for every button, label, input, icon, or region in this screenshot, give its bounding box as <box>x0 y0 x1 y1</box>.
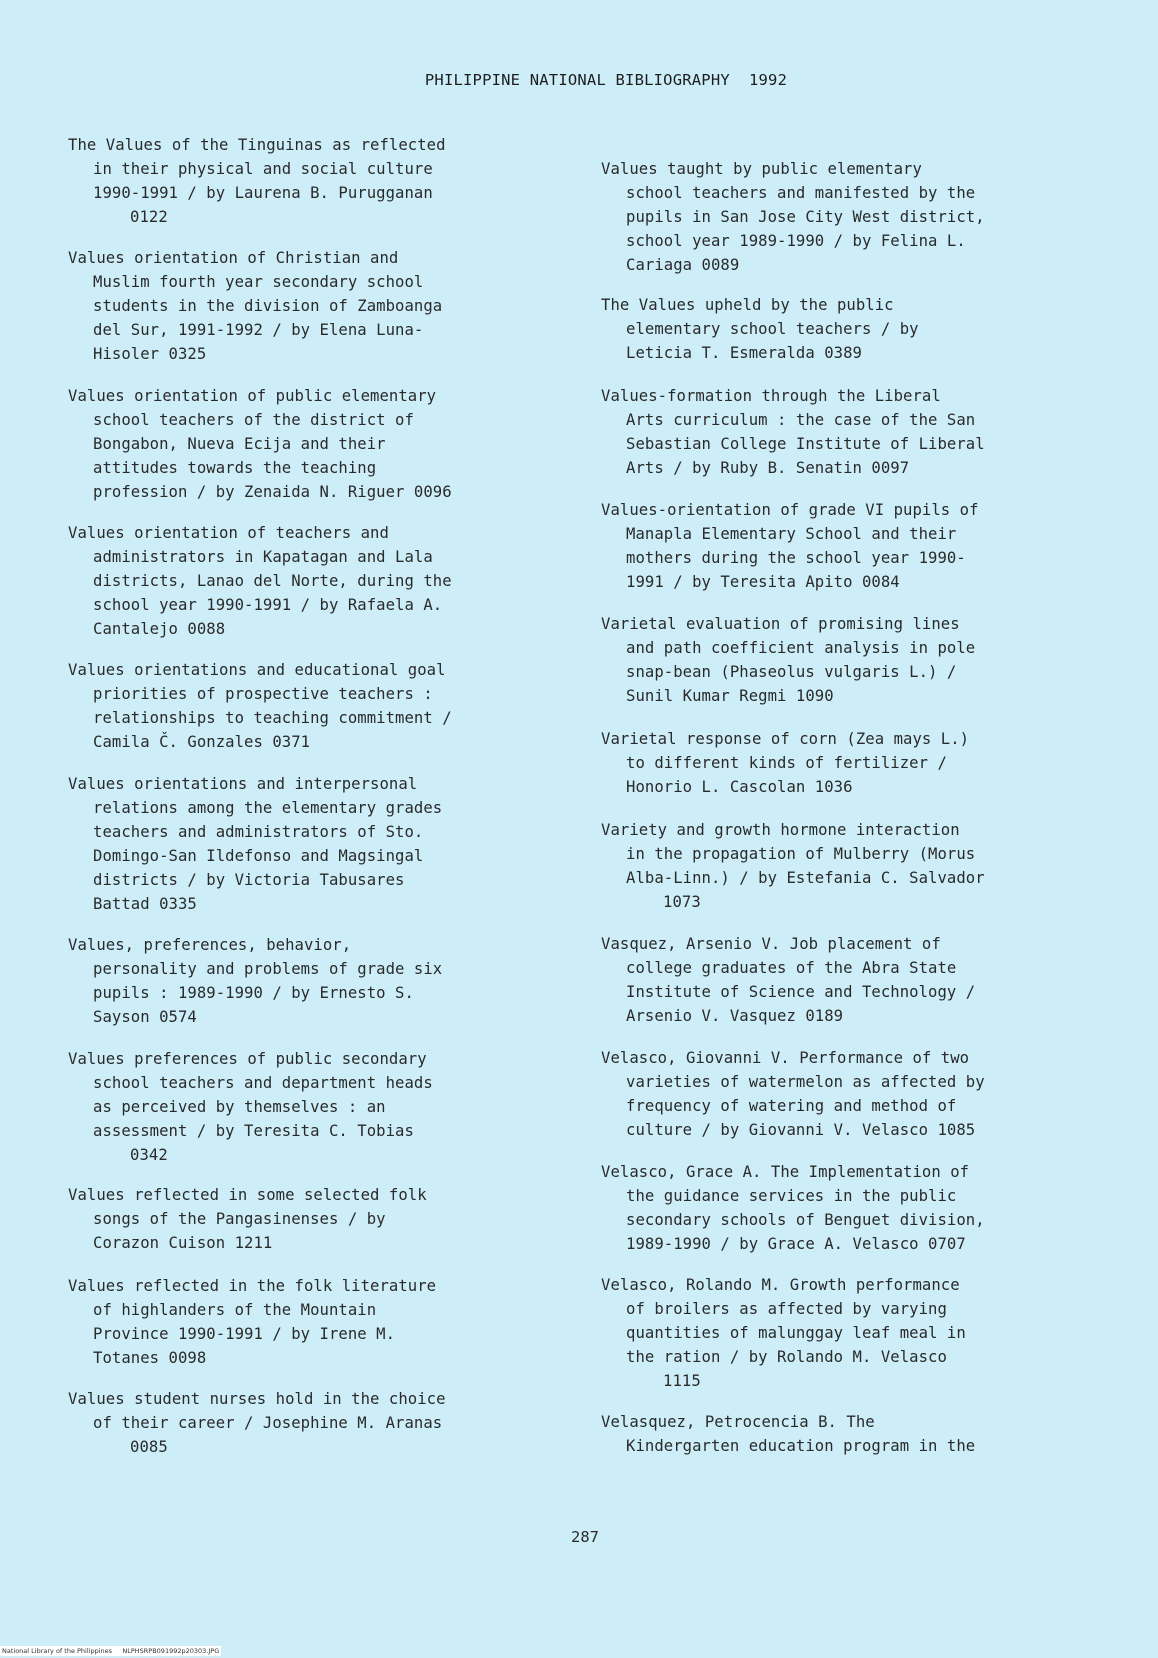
entry-line: of highlanders of the Mountain <box>93 1301 377 1319</box>
entry-line: Kindergarten education program in the <box>626 1437 976 1455</box>
entry-line: 1990-1991 / by Laurena B. Purugganan <box>93 184 433 202</box>
bibliography-entry <box>601 293 1111 365</box>
entry-line: Arts / by Ruby B. Senatin 0097 <box>626 459 910 477</box>
entry-line: Variety and growth hormone interaction <box>601 821 960 839</box>
entry-line: the guidance services in the public <box>626 1187 957 1205</box>
bibliography-entry <box>68 133 578 229</box>
entry-line: Sayson 0574 <box>93 1008 197 1026</box>
entry-line: Corazon Cuison 1211 <box>93 1234 273 1252</box>
entry-line: school year 1989-1990 / by Felina L. <box>626 232 966 250</box>
bibliography-entry <box>68 772 578 916</box>
bibliography-entry <box>68 933 578 1029</box>
entry-line: Cariaga 0089 <box>626 256 740 274</box>
entry-line: profession / by Zenaida N. Riguer 0096 <box>93 483 452 501</box>
entry-line: 1989-1990 / by Grace A. Velasco 0707 <box>626 1235 966 1253</box>
entry-line: Varietal response of corn (Zea mays L.) <box>601 730 970 748</box>
entry-line: of their career / Josephine M. Aranas <box>93 1414 443 1432</box>
entry-line: in their physical and social culture <box>93 160 433 178</box>
entry-line: districts / by Victoria Tabusares <box>93 871 405 889</box>
entry-line: The Values upheld by the public <box>601 296 894 314</box>
entry-line: administrators in Kapatagan and Lala <box>93 548 433 566</box>
entry-line: Values orientations and interpersonal <box>68 775 418 793</box>
entry-line: elementary school teachers / by <box>626 320 919 338</box>
bibliography-entry <box>68 1274 578 1370</box>
entry-line: 0085 <box>130 1438 168 1456</box>
entry-line: Values reflected in some selected folk <box>68 1186 427 1204</box>
entry-line: Muslim fourth year secondary school <box>93 273 424 291</box>
bibliography-entry <box>601 498 1111 594</box>
entry-line: Alba-Linn.) / by Estefania C. Salvador <box>626 869 985 887</box>
bibliography-entry <box>601 1160 1111 1256</box>
entry-line: Leticia T. Esmeralda 0389 <box>626 344 862 362</box>
page-header: PHILIPPINE NATIONAL BIBLIOGRAPHY 1992 <box>424 71 788 89</box>
entry-line: Arts curriculum : the case of the San <box>626 411 976 429</box>
entry-line: attitudes towards the teaching <box>93 459 377 477</box>
bibliography-entry <box>601 932 1111 1028</box>
entry-line: Velasco, Rolando M. Growth performance <box>601 1276 960 1294</box>
entry-line: assessment / by Teresita C. Tobias <box>93 1122 414 1140</box>
entry-line: relationships to teaching commitment / <box>93 709 452 727</box>
bibliography-entry <box>68 384 578 504</box>
entry-line: students in the division of Zamboanga <box>93 297 443 315</box>
entry-line: in the propagation of Mulberry (Morus <box>626 845 976 863</box>
entry-line: 1991 / by Teresita Apito 0084 <box>626 573 900 591</box>
entry-line: Velasco, Grace A. The Implementation of <box>601 1163 970 1181</box>
entry-line: Values taught by public elementary <box>601 160 922 178</box>
entry-line: Honorio L. Cascolan 1036 <box>626 778 853 796</box>
entry-line: Sunil Kumar Regmi 1090 <box>626 687 834 705</box>
entry-line: mothers during the school year 1990- <box>626 549 966 567</box>
entry-line: The Values of the Tinguinas as reflected <box>68 136 446 154</box>
entry-line: as perceived by themselves : an <box>93 1098 386 1116</box>
entry-line: snap-bean (Phaseolus vulgaris L.) / <box>626 663 957 681</box>
entry-line: Values, preferences, behavior, <box>68 936 352 954</box>
bibliography-entry <box>601 384 1111 480</box>
entry-line: Varietal evaluation of promising lines <box>601 615 960 633</box>
bibliography-entry <box>601 1046 1111 1142</box>
bibliography-entry <box>601 727 1111 799</box>
entry-line: varieties of watermelon as affected by <box>626 1073 985 1091</box>
entry-line: of broilers as affected by varying <box>626 1300 947 1318</box>
bibliography-entry <box>68 1047 578 1167</box>
scan-footer: National Library of the Philippines NLPHSRPB091992p20303.JPG <box>2 1647 220 1655</box>
bibliography-entry <box>68 1387 578 1459</box>
entry-line: Values orientation of public elementary <box>68 387 437 405</box>
entry-line: secondary schools of Benguet division, <box>626 1211 985 1229</box>
entry-line: Cantalejo 0088 <box>93 620 226 638</box>
entry-line: Values preferences of public secondary <box>68 1050 427 1068</box>
entry-line: Values student nurses hold in the choice <box>68 1390 446 1408</box>
entry-line: school year 1990-1991 / by Rafaela A. <box>93 596 443 614</box>
entry-line: teachers and administrators of Sto. <box>93 823 424 841</box>
entry-line: the ration / by Rolando M. Velasco <box>626 1348 947 1366</box>
entry-line: Manapla Elementary School and their <box>626 525 957 543</box>
entry-line: Domingo-San Ildefonso and Magsingal <box>93 847 424 865</box>
bibliography-entry <box>68 521 578 641</box>
entry-line: Values-formation through the Liberal <box>601 387 941 405</box>
bibliography-entry <box>601 1273 1111 1393</box>
entry-line: 1115 <box>663 1372 701 1390</box>
entry-line: Hisoler 0325 <box>93 345 207 363</box>
entry-line: Sebastian College Institute of Liberal <box>626 435 985 453</box>
entry-line: school teachers of the district of <box>93 411 414 429</box>
entry-line: Battad 0335 <box>93 895 197 913</box>
entry-line: Values reflected in the folk literature <box>68 1277 437 1295</box>
entry-line: songs of the Pangasinenses / by <box>93 1210 386 1228</box>
entry-line: culture / by Giovanni V. Velasco 1085 <box>626 1121 976 1139</box>
entry-line: quantities of malunggay leaf meal in <box>626 1324 966 1342</box>
entry-line: Velasquez, Petrocencia B. The <box>601 1413 875 1431</box>
entry-line: Values orientation of Christian and <box>68 249 399 267</box>
entry-line: personality and problems of grade six <box>93 960 443 978</box>
entry-line: Arsenio V. Vasquez 0189 <box>626 1007 844 1025</box>
bibliography-entry <box>68 246 578 366</box>
entry-line: Province 1990-1991 / by Irene M. <box>93 1325 396 1343</box>
bibliography-entry <box>601 157 1111 277</box>
entry-line: Institute of Science and Technology / <box>626 983 976 1001</box>
entry-line: college graduates of the Abra State <box>626 959 957 977</box>
bibliography-entry <box>601 1410 1111 1458</box>
bibliography-entry <box>68 1183 578 1255</box>
bibliography-entry <box>601 818 1111 914</box>
entry-line: and path coefficient analysis in pole <box>626 639 976 657</box>
entry-line: 0122 <box>130 208 168 226</box>
entry-line: Values-orientation of grade VI pupils of <box>601 501 979 519</box>
entry-line: pupils in San Jose City West district, <box>626 208 985 226</box>
entry-line: Bongabon, Nueva Ecija and their <box>93 435 386 453</box>
entry-line: Velasco, Giovanni V. Performance of two <box>601 1049 970 1067</box>
entry-line: Values orientation of teachers and <box>68 524 389 542</box>
entry-line: priorities of prospective teachers : <box>93 685 433 703</box>
entry-line: districts, Lanao del Norte, during the <box>93 572 452 590</box>
entry-line: Vasquez, Arsenio V. Job placement of <box>601 935 941 953</box>
entry-line: del Sur, 1991-1992 / by Elena Luna- <box>93 321 424 339</box>
entry-line: school teachers and department heads <box>93 1074 433 1092</box>
entry-line: Totanes 0098 <box>93 1349 207 1367</box>
bibliography-entry <box>68 658 578 754</box>
entry-line: 1073 <box>663 893 701 911</box>
entry-line: pupils : 1989-1990 / by Ernesto S. <box>93 984 414 1002</box>
bibliography-entry <box>601 612 1111 708</box>
page-number: 287 <box>571 1528 599 1546</box>
entry-line: relations among the elementary grades <box>93 799 443 817</box>
entry-line: Values orientations and educational goal <box>68 661 446 679</box>
entry-line: school teachers and manifested by the <box>626 184 976 202</box>
entry-line: frequency of watering and method of <box>626 1097 957 1115</box>
entry-line: 0342 <box>130 1146 168 1164</box>
entry-line: Camila Č. Gonzales 0371 <box>93 733 311 751</box>
entry-line: to different kinds of fertilizer / <box>626 754 947 772</box>
